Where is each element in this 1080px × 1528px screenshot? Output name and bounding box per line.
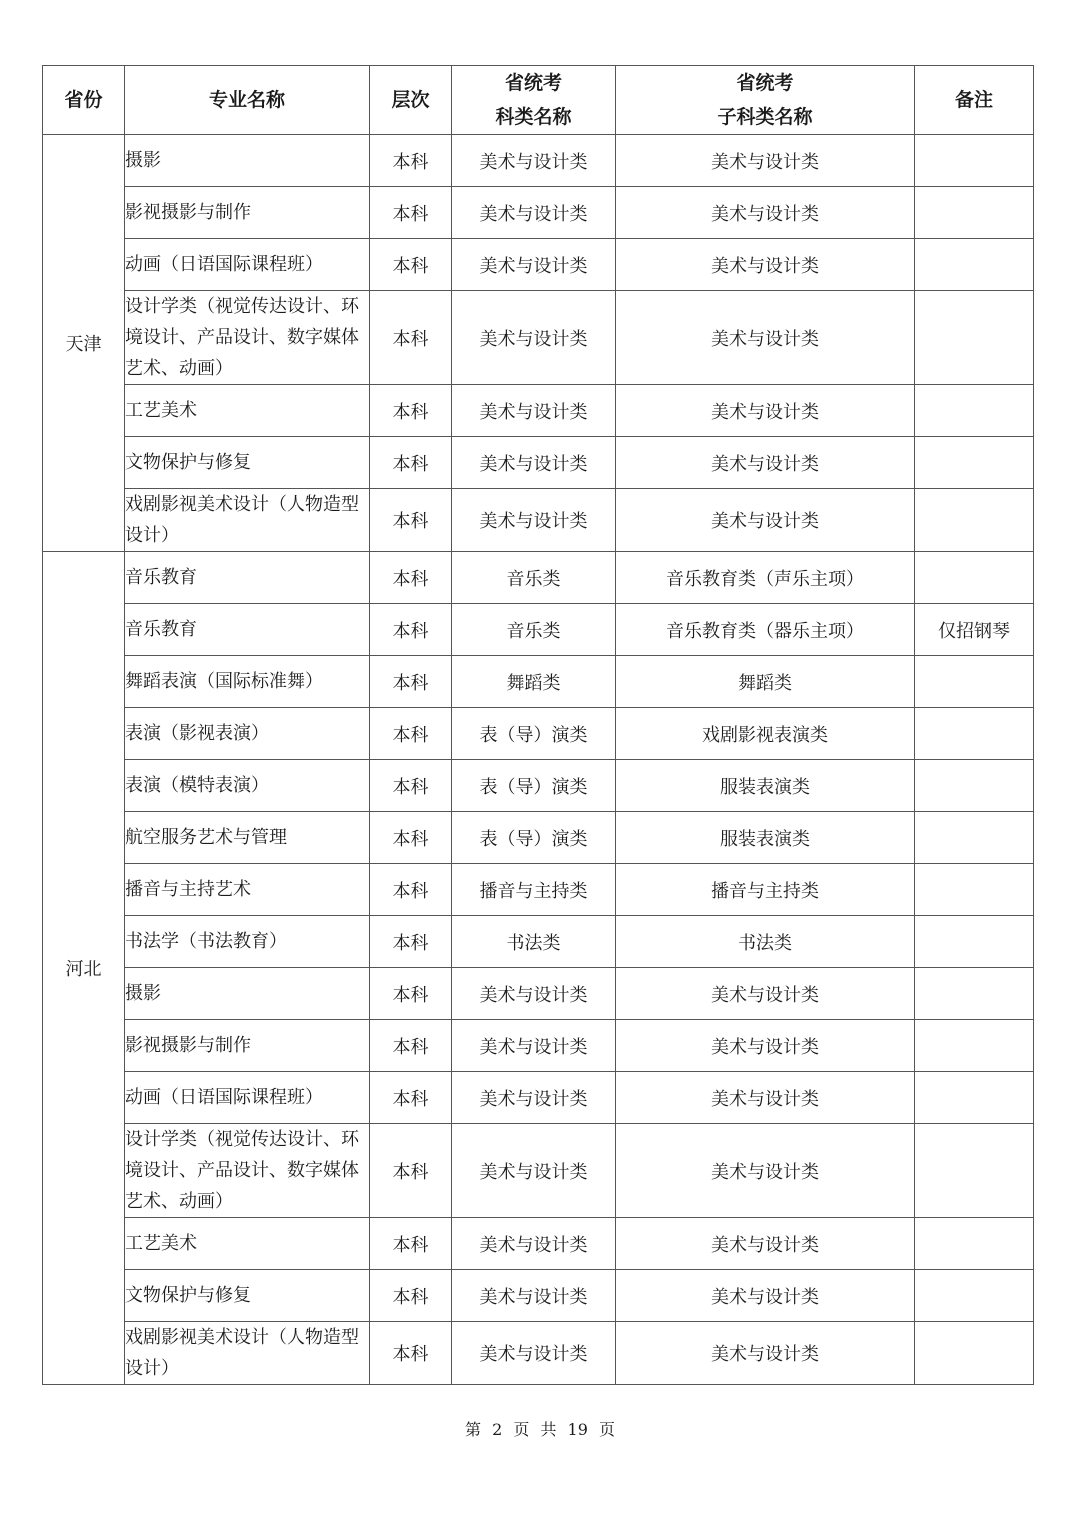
level-cell: 本科 <box>370 239 452 291</box>
level-cell: 本科 <box>370 489 452 552</box>
level-cell: 本科 <box>370 968 452 1020</box>
category-cell: 美术与设计类 <box>452 1218 616 1270</box>
major-cell: 工艺美术 <box>125 385 370 437</box>
province-cell: 河北 <box>43 552 125 1385</box>
subcategory-cell: 服装表演类 <box>616 812 915 864</box>
major-cell: 戏剧影视美术设计（人物造型设计） <box>125 1322 370 1385</box>
subcategory-cell: 美术与设计类 <box>616 968 915 1020</box>
level-cell: 本科 <box>370 708 452 760</box>
remark-cell: 仅招钢琴 <box>915 604 1034 656</box>
remark-cell <box>915 968 1034 1020</box>
table-row <box>43 385 1034 437</box>
category-cell: 美术与设计类 <box>452 968 616 1020</box>
subcategory-cell: 美术与设计类 <box>616 489 915 552</box>
subcategory-cell: 播音与主持类 <box>616 864 915 916</box>
header-exam-category-line2: 科类名称 <box>495 106 572 128</box>
table-row <box>43 489 1034 552</box>
category-cell: 舞蹈类 <box>452 656 616 708</box>
category-cell: 表（导）演类 <box>452 708 616 760</box>
subcategory-cell: 美术与设计类 <box>616 1218 915 1270</box>
subcategory-cell: 美术与设计类 <box>616 1322 915 1385</box>
table-row <box>43 291 1034 385</box>
remark-cell <box>915 1124 1034 1218</box>
level-cell: 本科 <box>370 1270 452 1322</box>
subcategory-cell: 美术与设计类 <box>616 437 915 489</box>
major-cell: 影视摄影与制作 <box>125 187 370 239</box>
category-cell: 美术与设计类 <box>452 437 616 489</box>
subcategory-cell: 美术与设计类 <box>616 1020 915 1072</box>
subcategory-cell: 美术与设计类 <box>616 1072 915 1124</box>
remark-cell <box>915 1270 1034 1322</box>
major-cell: 音乐教育 <box>125 604 370 656</box>
major-cell: 设计学类（视觉传达设计、环境设计、产品设计、数字媒体艺术、动画） <box>125 291 370 385</box>
table-row <box>43 1218 1034 1270</box>
remark-cell <box>915 760 1034 812</box>
major-cell: 摄影 <box>125 135 370 187</box>
footer-page-number: 2 <box>492 1420 503 1439</box>
footer-middle: 页 共 <box>513 1420 557 1439</box>
level-cell: 本科 <box>370 812 452 864</box>
footer-prefix: 第 <box>464 1420 481 1439</box>
remark-cell <box>915 656 1034 708</box>
remark-cell <box>915 1020 1034 1072</box>
table-row <box>43 1270 1034 1322</box>
major-cell: 舞蹈表演（国际标准舞） <box>125 656 370 708</box>
major-cell: 表演（影视表演） <box>125 708 370 760</box>
header-exam-category <box>452 66 616 135</box>
table-row <box>43 1020 1034 1072</box>
major-cell: 播音与主持艺术 <box>125 864 370 916</box>
table-header <box>43 66 1034 135</box>
enrollment-table <box>42 65 1034 1385</box>
level-cell: 本科 <box>370 437 452 489</box>
category-cell: 美术与设计类 <box>452 489 616 552</box>
remark-cell <box>915 1322 1034 1385</box>
remark-cell <box>915 385 1034 437</box>
subcategory-cell: 美术与设计类 <box>616 239 915 291</box>
category-cell: 播音与主持类 <box>452 864 616 916</box>
level-cell: 本科 <box>370 864 452 916</box>
remark-cell <box>915 812 1034 864</box>
remark-cell <box>915 187 1034 239</box>
level-cell: 本科 <box>370 656 452 708</box>
table-body <box>43 135 1034 1385</box>
category-cell: 美术与设计类 <box>452 1072 616 1124</box>
remark-cell <box>915 1072 1034 1124</box>
header-exam-subcategory-line1: 省统考 <box>736 72 794 94</box>
category-cell: 美术与设计类 <box>452 385 616 437</box>
header-exam-subcategory-line2: 子科类名称 <box>717 106 813 128</box>
subcategory-cell: 美术与设计类 <box>616 291 915 385</box>
category-cell: 表（导）演类 <box>452 812 616 864</box>
major-cell: 摄影 <box>125 968 370 1020</box>
major-cell: 航空服务艺术与管理 <box>125 812 370 864</box>
subcategory-cell: 服装表演类 <box>616 760 915 812</box>
footer-suffix: 页 <box>599 1420 616 1439</box>
level-cell: 本科 <box>370 552 452 604</box>
header-remark: 备注 <box>915 66 1034 135</box>
major-cell: 书法学（书法教育） <box>125 916 370 968</box>
category-cell: 音乐类 <box>452 604 616 656</box>
level-cell: 本科 <box>370 916 452 968</box>
category-cell: 美术与设计类 <box>452 291 616 385</box>
remark-cell <box>915 916 1034 968</box>
subcategory-cell: 美术与设计类 <box>616 187 915 239</box>
category-cell: 美术与设计类 <box>452 187 616 239</box>
major-cell: 文物保护与修复 <box>125 1270 370 1322</box>
category-cell: 美术与设计类 <box>452 1124 616 1218</box>
level-cell: 本科 <box>370 604 452 656</box>
major-cell: 音乐教育 <box>125 552 370 604</box>
category-cell: 美术与设计类 <box>452 135 616 187</box>
remark-cell <box>915 135 1034 187</box>
major-cell: 戏剧影视美术设计（人物造型设计） <box>125 489 370 552</box>
table-row <box>43 656 1034 708</box>
table-row <box>43 187 1034 239</box>
major-cell: 动画（日语国际课程班） <box>125 1072 370 1124</box>
table-row <box>43 1072 1034 1124</box>
table-row <box>43 552 1034 604</box>
subcategory-cell: 音乐教育类（器乐主项） <box>616 604 915 656</box>
header-major: 专业名称 <box>125 66 370 135</box>
table-row <box>43 916 1034 968</box>
category-cell: 美术与设计类 <box>452 1322 616 1385</box>
remark-cell <box>915 708 1034 760</box>
level-cell: 本科 <box>370 1218 452 1270</box>
level-cell: 本科 <box>370 187 452 239</box>
table-row <box>43 604 1034 656</box>
category-cell: 音乐类 <box>452 552 616 604</box>
subcategory-cell: 美术与设计类 <box>616 135 915 187</box>
remark-cell <box>915 437 1034 489</box>
table-row <box>43 1124 1034 1218</box>
subcategory-cell: 美术与设计类 <box>616 1124 915 1218</box>
major-cell: 表演（模特表演） <box>125 760 370 812</box>
major-cell: 影视摄影与制作 <box>125 1020 370 1072</box>
major-cell: 设计学类（视觉传达设计、环境设计、产品设计、数字媒体艺术、动画） <box>125 1124 370 1218</box>
province-cell: 天津 <box>43 135 125 552</box>
header-level: 层次 <box>370 66 452 135</box>
header-province: 省份 <box>43 66 125 135</box>
major-cell: 动画（日语国际课程班） <box>125 239 370 291</box>
level-cell: 本科 <box>370 760 452 812</box>
subcategory-cell: 音乐教育类（声乐主项） <box>616 552 915 604</box>
level-cell: 本科 <box>370 1020 452 1072</box>
table-row <box>43 708 1034 760</box>
remark-cell <box>915 239 1034 291</box>
level-cell: 本科 <box>370 1072 452 1124</box>
table-row <box>43 437 1034 489</box>
remark-cell <box>915 291 1034 385</box>
remark-cell <box>915 1218 1034 1270</box>
table-row <box>43 812 1034 864</box>
level-cell: 本科 <box>370 291 452 385</box>
header-exam-subcategory <box>616 66 915 135</box>
header-exam-category-line1: 省统考 <box>504 72 562 94</box>
level-cell: 本科 <box>370 1124 452 1218</box>
table-row <box>43 135 1034 187</box>
subcategory-cell: 戏剧影视表演类 <box>616 708 915 760</box>
remark-cell <box>915 489 1034 552</box>
subcategory-cell: 书法类 <box>616 916 915 968</box>
remark-cell <box>915 864 1034 916</box>
category-cell: 美术与设计类 <box>452 1270 616 1322</box>
category-cell: 美术与设计类 <box>452 1020 616 1072</box>
category-cell: 美术与设计类 <box>452 239 616 291</box>
major-cell: 工艺美术 <box>125 1218 370 1270</box>
level-cell: 本科 <box>370 1322 452 1385</box>
table-row <box>43 760 1034 812</box>
subcategory-cell: 舞蹈类 <box>616 656 915 708</box>
table-row <box>43 864 1034 916</box>
table-row <box>43 968 1034 1020</box>
category-cell: 表（导）演类 <box>452 760 616 812</box>
level-cell: 本科 <box>370 135 452 187</box>
level-cell: 本科 <box>370 385 452 437</box>
table-row <box>43 239 1034 291</box>
category-cell: 书法类 <box>452 916 616 968</box>
table-row <box>43 1322 1034 1385</box>
remark-cell <box>915 552 1034 604</box>
subcategory-cell: 美术与设计类 <box>616 1270 915 1322</box>
subcategory-cell: 美术与设计类 <box>616 385 915 437</box>
page-footer <box>0 1417 1080 1440</box>
major-cell: 文物保护与修复 <box>125 437 370 489</box>
footer-total-pages: 19 <box>567 1420 588 1439</box>
